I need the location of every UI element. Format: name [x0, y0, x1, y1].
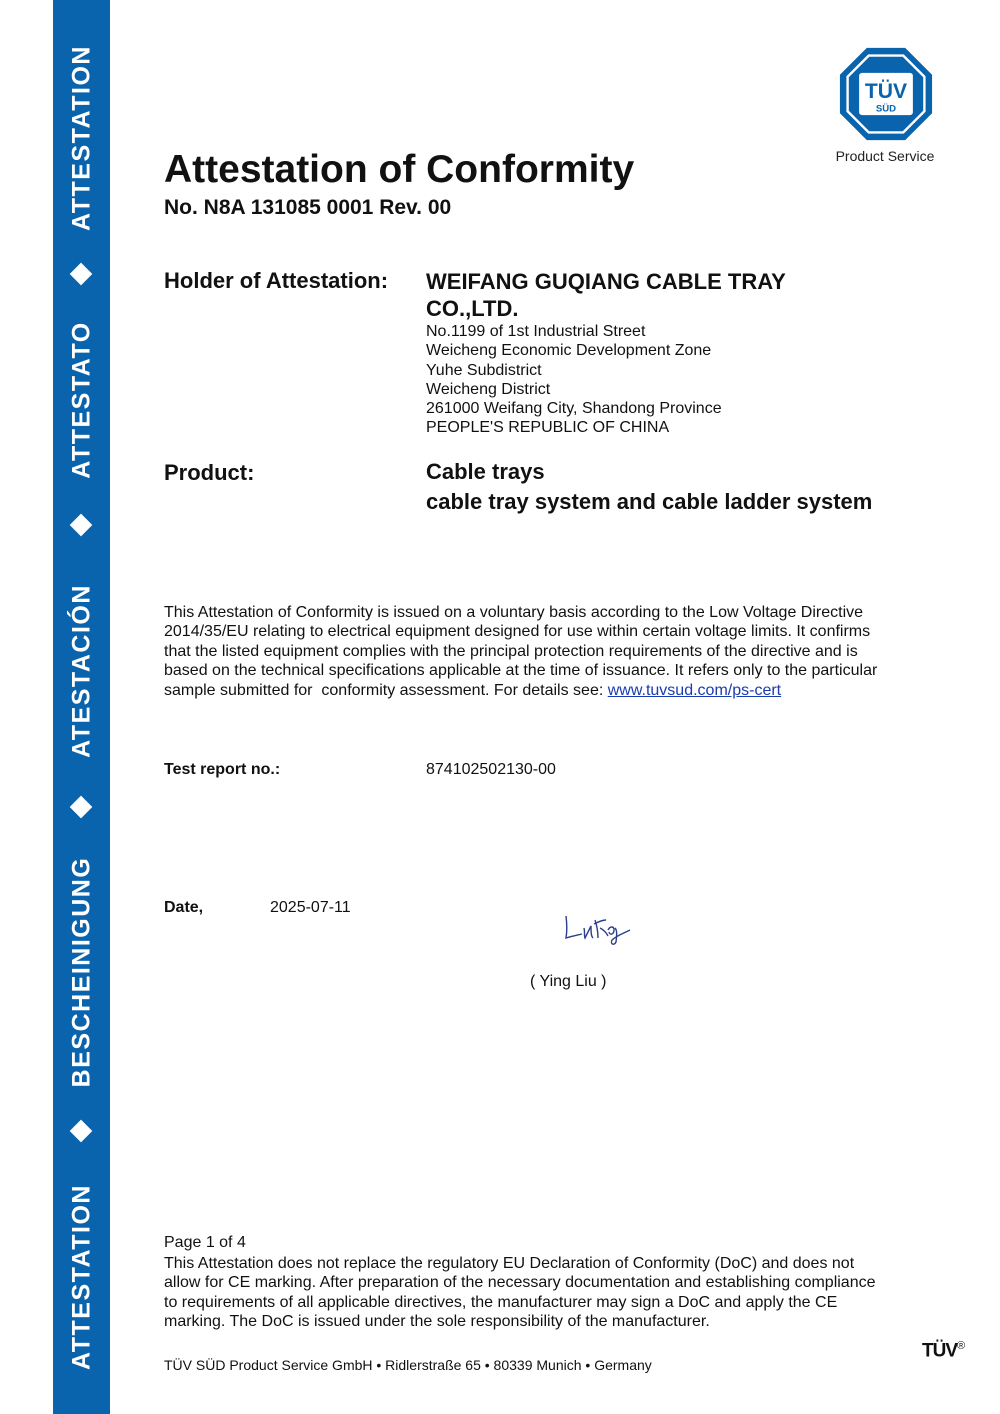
address-line: PEOPLE'S REPUBLIC OF CHINA: [426, 419, 670, 437]
address-line: Yuhe Subdistrict: [426, 361, 542, 379]
footer-mark-text: TÜV: [922, 1340, 957, 1362]
side-band: ATTESTATION ATTESTATO ATESTACIÓN BESCHEINIGUNG ATTESTATION: [53, 0, 110, 1414]
diamond-icon: [70, 514, 93, 537]
product-line: Cable trays: [426, 459, 545, 484]
statement-line: that the listed equipment complies with the principal protection requirements of the directive and is: [164, 642, 858, 660]
product-line: cable tray system and cable ladder system: [426, 489, 873, 514]
address-line: Weicheng District: [426, 380, 551, 398]
test-report-label: Test report no.:: [164, 761, 281, 778]
disclaimer-line: This Attestation does not replace the regulatory EU Declaration of Conformity (DoC) and does not: [164, 1255, 855, 1272]
test-report-value: 874102502130-00: [426, 761, 556, 778]
signature-image: [560, 908, 636, 948]
holder-address: [426, 322, 722, 438]
svg-text:TÜV: TÜV: [864, 79, 908, 103]
page-indicator: Page 1 of 4: [164, 1234, 246, 1251]
certificate-number: No. N8A 131085 0001 Rev. 00: [164, 196, 452, 219]
address-line: Weicheng Economic Development Zone: [426, 342, 712, 360]
diamond-icon: [70, 1120, 93, 1143]
diamond-icon: [70, 263, 93, 286]
statement-line: sample submitted for conformity assessment. For details see:: [164, 681, 608, 699]
statement-line: This Attestation of Conformity is issued on a voluntary basis according to the Low Voltage Directive: [164, 604, 864, 621]
registered-mark: ®: [957, 1340, 965, 1352]
statement-last-line: [164, 681, 944, 700]
footer-company-address: TÜV SÜD Product Service GmbH • Ridlerstraße 65 • 80339 Munich • Germany: [164, 1357, 652, 1373]
address-line: 261000 Weifang City, Shandong Province: [426, 400, 722, 418]
logo-caption: Product Service: [835, 148, 935, 164]
disclaimer-line: to requirements of all applicable directives, the manufacturer may sign a DoC and apply the CE: [164, 1293, 838, 1311]
disclaimer-line: marking. The DoC is issued under the sole responsibility of the manufacturer.: [164, 1313, 710, 1331]
statement-paragraph: [164, 603, 944, 700]
disclaimer-paragraph: [164, 1254, 944, 1332]
statement-line: 2014/35/EU relating to electrical equipment designed for use within certain voltage limits. It confirms: [164, 623, 871, 641]
details-link[interactable]: www.tuvsud.com/ps-cert: [607, 681, 782, 699]
disclaimer-line: allow for CE marking. After preparation of the necessary documentation and establishing compliance: [164, 1274, 876, 1292]
address-line: No.1199 of 1st Industrial Street: [426, 323, 646, 340]
diamond-icon: [70, 796, 93, 819]
footer-tuv-mark: [922, 1340, 964, 1362]
svg-text:SÜD: SÜD: [875, 103, 897, 115]
tuv-sud-logo: [838, 46, 934, 142]
product-values: [426, 457, 872, 517]
statement-line: based on the technical specifications applicable at the time of issuance. It refers only to the particular: [164, 662, 878, 680]
product-label: Product:: [164, 460, 255, 485]
document-title: Attestation of Conformity: [164, 148, 635, 191]
holder-label: Holder of Attestation:: [164, 268, 389, 293]
holder-name-line: CO.,LTD.: [426, 296, 519, 321]
signatory-name: ( Ying Liu ): [530, 973, 607, 990]
holder-name-line: WEIFANG GUQIANG CABLE TRAY: [426, 269, 786, 294]
date-value: 2025-07-11: [270, 899, 351, 916]
date-label: Date,: [164, 899, 204, 916]
